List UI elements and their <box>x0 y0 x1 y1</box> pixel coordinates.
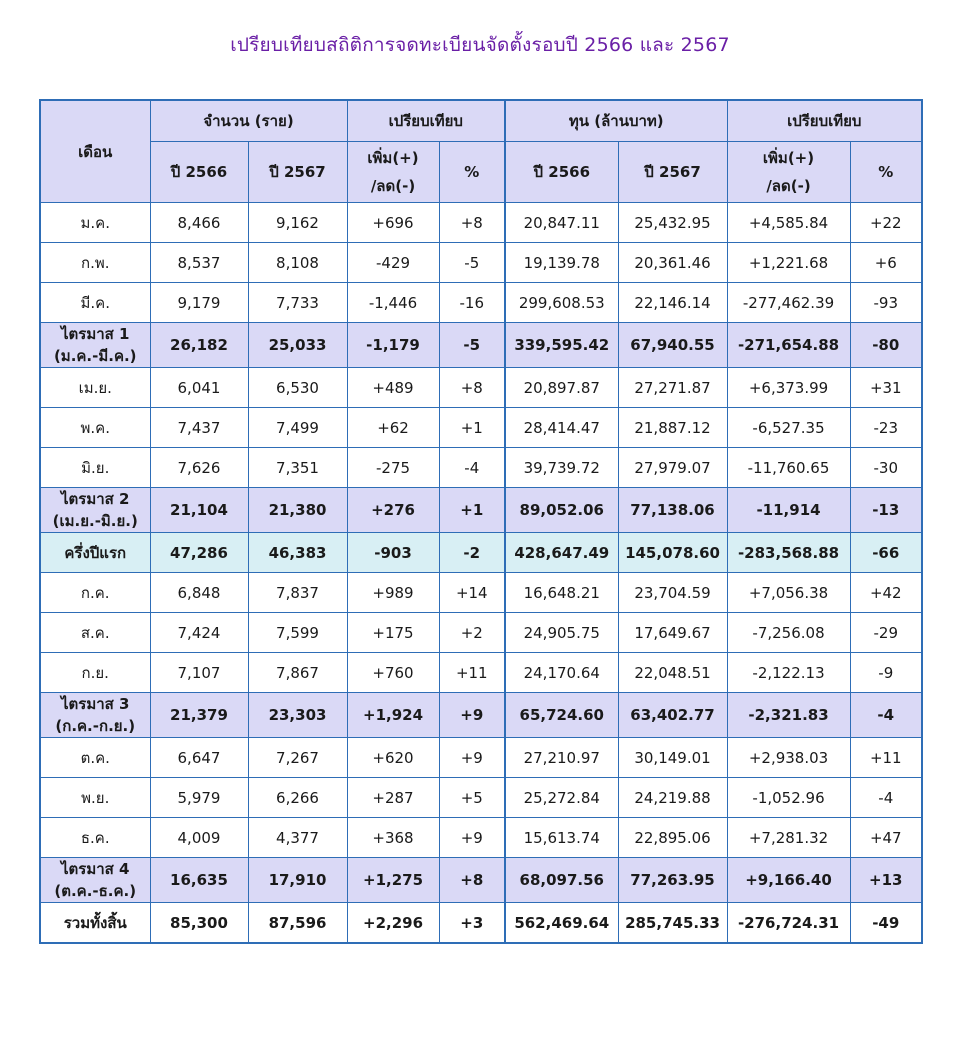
cell-count-2567: 87,596 <box>248 903 347 944</box>
row-label: ส.ค. <box>40 613 150 653</box>
registration-comparison-table <box>39 99 923 944</box>
cell-count-2566: 47,286 <box>150 533 248 573</box>
cell-count-2567: 6,530 <box>248 368 347 408</box>
table-row <box>40 368 922 408</box>
cell-capital-change: -2,122.13 <box>727 653 850 693</box>
cell-capital-2567: 23,704.59 <box>618 573 727 613</box>
table-row <box>40 778 922 818</box>
cell-capital-2566: 28,414.47 <box>505 408 618 448</box>
cell-count-2566: 21,379 <box>150 693 248 738</box>
table-row <box>40 613 922 653</box>
row-label: มิ.ย. <box>40 448 150 488</box>
cell-capital-percent: -49 <box>850 903 922 944</box>
cell-capital-change: -7,256.08 <box>727 613 850 653</box>
cell-capital-2567: 20,361.46 <box>618 243 727 283</box>
cell-capital-2567: 24,219.88 <box>618 778 727 818</box>
header-capital-group: ทุน (ล้านบาท) <box>505 100 727 142</box>
cell-capital-change: -6,527.35 <box>727 408 850 448</box>
header-count-percent: % <box>439 142 505 203</box>
cell-count-2567: 17,910 <box>248 858 347 903</box>
cell-count-percent: +2 <box>439 613 505 653</box>
header-count-compare: เปรียบเทียบ <box>347 100 505 142</box>
cell-count-percent: -16 <box>439 283 505 323</box>
row-label: ครึ่งปีแรก <box>40 533 150 573</box>
header-capital-percent: % <box>850 142 922 203</box>
cell-capital-2566: 20,897.87 <box>505 368 618 408</box>
half-row <box>40 533 922 573</box>
header-count-2567: ปี 2567 <box>248 142 347 203</box>
table-row <box>40 448 922 488</box>
cell-count-2566: 85,300 <box>150 903 248 944</box>
cell-capital-2566: 299,608.53 <box>505 283 618 323</box>
cell-count-percent: +9 <box>439 818 505 858</box>
cell-capital-2567: 77,138.06 <box>618 488 727 533</box>
cell-capital-2566: 339,595.42 <box>505 323 618 368</box>
cell-count-percent: +3 <box>439 903 505 944</box>
row-label: มี.ค. <box>40 283 150 323</box>
quarter-row <box>40 693 922 738</box>
cell-count-change: -1,446 <box>347 283 439 323</box>
cell-count-percent: +9 <box>439 738 505 778</box>
cell-capital-2567: 30,149.01 <box>618 738 727 778</box>
cell-count-percent: +1 <box>439 408 505 448</box>
cell-capital-2566: 68,097.56 <box>505 858 618 903</box>
cell-capital-2567: 27,271.87 <box>618 368 727 408</box>
cell-capital-change: -276,724.31 <box>727 903 850 944</box>
cell-capital-2566: 89,052.06 <box>505 488 618 533</box>
cell-count-2566: 5,979 <box>150 778 248 818</box>
cell-capital-2567: 285,745.33 <box>618 903 727 944</box>
cell-capital-percent: -4 <box>850 693 922 738</box>
row-label <box>40 858 150 903</box>
cell-capital-percent: -93 <box>850 283 922 323</box>
row-label: รวมทั้งสิ้น <box>40 903 150 944</box>
cell-capital-change: -1,052.96 <box>727 778 850 818</box>
cell-capital-percent: -9 <box>850 653 922 693</box>
cell-count-percent: +5 <box>439 778 505 818</box>
header-change-line2: /ลด(-) <box>766 177 811 195</box>
cell-capital-percent: -13 <box>850 488 922 533</box>
cell-count-change: +62 <box>347 408 439 448</box>
header-month: เดือน <box>40 100 150 203</box>
cell-capital-percent: +13 <box>850 858 922 903</box>
cell-count-2566: 21,104 <box>150 488 248 533</box>
cell-count-change: +989 <box>347 573 439 613</box>
cell-capital-percent: +22 <box>850 203 922 243</box>
cell-count-2566: 16,635 <box>150 858 248 903</box>
row-label-line2: (ก.ค.-ก.ย.) <box>55 717 136 735</box>
table-body <box>40 203 922 944</box>
cell-count-2567: 7,867 <box>248 653 347 693</box>
cell-count-2567: 21,380 <box>248 488 347 533</box>
cell-capital-percent: +6 <box>850 243 922 283</box>
cell-capital-2566: 16,648.21 <box>505 573 618 613</box>
cell-count-change: -1,179 <box>347 323 439 368</box>
cell-capital-2567: 17,649.67 <box>618 613 727 653</box>
row-label <box>40 488 150 533</box>
cell-capital-percent: -80 <box>850 323 922 368</box>
header-capital-change <box>727 142 850 203</box>
table-row <box>40 818 922 858</box>
quarter-row <box>40 858 922 903</box>
table-row <box>40 243 922 283</box>
row-label: ก.ค. <box>40 573 150 613</box>
header-change-line2: /ลด(-) <box>370 177 416 195</box>
cell-capital-change: -11,760.65 <box>727 448 850 488</box>
header-count-change <box>347 142 439 203</box>
table-row <box>40 653 922 693</box>
cell-count-2566: 26,182 <box>150 323 248 368</box>
cell-capital-2566: 19,139.78 <box>505 243 618 283</box>
quarter-row <box>40 488 922 533</box>
cell-capital-2567: 21,887.12 <box>618 408 727 448</box>
cell-capital-2566: 25,272.84 <box>505 778 618 818</box>
cell-capital-percent: -29 <box>850 613 922 653</box>
row-label-line1: ไตรมาส 2 <box>61 490 130 508</box>
page-title: เปรียบเทียบสถิติการจดทะเบียนจัดตั้งรอบปี 2566 และ 2567 <box>230 34 730 56</box>
cell-count-2567: 6,266 <box>248 778 347 818</box>
cell-count-2567: 7,733 <box>248 283 347 323</box>
row-label-line1: ไตรมาส 4 <box>61 860 130 878</box>
cell-capital-2566: 24,170.64 <box>505 653 618 693</box>
cell-count-percent: -5 <box>439 243 505 283</box>
cell-count-2567: 7,599 <box>248 613 347 653</box>
cell-capital-change: -11,914 <box>727 488 850 533</box>
header-capital-2567: ปี 2567 <box>618 142 727 203</box>
quarter-row <box>40 323 922 368</box>
cell-capital-2567: 22,146.14 <box>618 283 727 323</box>
row-label: ม.ค. <box>40 203 150 243</box>
cell-count-change: -903 <box>347 533 439 573</box>
cell-capital-2566: 24,905.75 <box>505 613 618 653</box>
row-label <box>40 693 150 738</box>
cell-count-percent: -4 <box>439 448 505 488</box>
cell-count-2566: 9,179 <box>150 283 248 323</box>
cell-capital-percent: -4 <box>850 778 922 818</box>
cell-capital-2567: 22,048.51 <box>618 653 727 693</box>
cell-capital-change: +4,585.84 <box>727 203 850 243</box>
cell-count-2567: 7,267 <box>248 738 347 778</box>
cell-count-2567: 7,499 <box>248 408 347 448</box>
cell-capital-percent: -23 <box>850 408 922 448</box>
cell-capital-percent: +47 <box>850 818 922 858</box>
cell-capital-percent: -66 <box>850 533 922 573</box>
cell-count-percent: +14 <box>439 573 505 613</box>
cell-count-2566: 6,041 <box>150 368 248 408</box>
cell-capital-2566: 428,647.49 <box>505 533 618 573</box>
cell-count-change: +368 <box>347 818 439 858</box>
header-count-2566: ปี 2566 <box>150 142 248 203</box>
cell-capital-2567: 67,940.55 <box>618 323 727 368</box>
cell-count-change: +276 <box>347 488 439 533</box>
cell-count-2566: 7,424 <box>150 613 248 653</box>
row-label-line2: (ม.ค.-มี.ค.) <box>53 347 137 365</box>
cell-count-2567: 9,162 <box>248 203 347 243</box>
cell-count-percent: -5 <box>439 323 505 368</box>
cell-count-change: +489 <box>347 368 439 408</box>
row-label: ก.ย. <box>40 653 150 693</box>
total-row <box>40 903 922 944</box>
cell-count-change: +620 <box>347 738 439 778</box>
cell-count-2567: 8,108 <box>248 243 347 283</box>
cell-count-change: -429 <box>347 243 439 283</box>
cell-count-2567: 23,303 <box>248 693 347 738</box>
cell-capital-percent: +31 <box>850 368 922 408</box>
cell-capital-change: +9,166.40 <box>727 858 850 903</box>
header-change-line1: เพิ่ม(+) <box>762 149 815 167</box>
cell-count-2566: 8,537 <box>150 243 248 283</box>
cell-capital-2566: 15,613.74 <box>505 818 618 858</box>
cell-count-2566: 7,107 <box>150 653 248 693</box>
cell-count-2567: 25,033 <box>248 323 347 368</box>
cell-capital-change: +7,281.32 <box>727 818 850 858</box>
cell-count-2566: 4,009 <box>150 818 248 858</box>
cell-capital-change: -283,568.88 <box>727 533 850 573</box>
cell-capital-2566: 65,724.60 <box>505 693 618 738</box>
cell-count-2566: 6,647 <box>150 738 248 778</box>
cell-count-2566: 7,626 <box>150 448 248 488</box>
cell-capital-change: -271,654.88 <box>727 323 850 368</box>
cell-count-percent: +1 <box>439 488 505 533</box>
cell-capital-change: +7,056.38 <box>727 573 850 613</box>
cell-count-percent: -2 <box>439 533 505 573</box>
row-label-line1: ไตรมาส 3 <box>61 695 130 713</box>
row-label: เม.ย. <box>40 368 150 408</box>
row-label-line2: (ต.ค.-ธ.ค.) <box>54 882 137 900</box>
cell-count-change: +696 <box>347 203 439 243</box>
cell-capital-percent: +42 <box>850 573 922 613</box>
row-label: พ.ค. <box>40 408 150 448</box>
cell-count-2567: 46,383 <box>248 533 347 573</box>
table-row <box>40 203 922 243</box>
cell-count-2566: 6,848 <box>150 573 248 613</box>
header-capital-compare: เปรียบเทียบ <box>727 100 922 142</box>
row-label: ธ.ค. <box>40 818 150 858</box>
row-label-line1: ไตรมาส 1 <box>61 325 130 343</box>
cell-count-change: +760 <box>347 653 439 693</box>
table-row <box>40 408 922 448</box>
cell-capital-change: +1,221.68 <box>727 243 850 283</box>
cell-count-2567: 4,377 <box>248 818 347 858</box>
cell-count-change: +1,275 <box>347 858 439 903</box>
cell-capital-2567: 25,432.95 <box>618 203 727 243</box>
table-row <box>40 738 922 778</box>
cell-capital-2567: 63,402.77 <box>618 693 727 738</box>
row-label: ต.ค. <box>40 738 150 778</box>
cell-capital-change: -277,462.39 <box>727 283 850 323</box>
cell-count-change: +2,296 <box>347 903 439 944</box>
cell-capital-2566: 20,847.11 <box>505 203 618 243</box>
cell-count-percent: +8 <box>439 203 505 243</box>
header-count-group: จำนวน (ราย) <box>150 100 347 142</box>
cell-count-change: +175 <box>347 613 439 653</box>
row-label <box>40 323 150 368</box>
cell-capital-change: +6,373.99 <box>727 368 850 408</box>
row-label-line2: (เม.ย.-มิ.ย.) <box>52 512 138 530</box>
cell-count-change: +287 <box>347 778 439 818</box>
cell-count-2567: 7,837 <box>248 573 347 613</box>
cell-count-percent: +9 <box>439 693 505 738</box>
cell-capital-2567: 22,895.06 <box>618 818 727 858</box>
cell-capital-percent: +11 <box>850 738 922 778</box>
cell-capital-2567: 27,979.07 <box>618 448 727 488</box>
cell-count-2566: 8,466 <box>150 203 248 243</box>
cell-capital-2567: 145,078.60 <box>618 533 727 573</box>
row-label: พ.ย. <box>40 778 150 818</box>
cell-count-2566: 7,437 <box>150 408 248 448</box>
cell-capital-2566: 27,210.97 <box>505 738 618 778</box>
cell-capital-change: -2,321.83 <box>727 693 850 738</box>
row-label: ก.พ. <box>40 243 150 283</box>
cell-capital-change: +2,938.03 <box>727 738 850 778</box>
cell-capital-percent: -30 <box>850 448 922 488</box>
header-capital-2566: ปี 2566 <box>505 142 618 203</box>
cell-count-percent: +11 <box>439 653 505 693</box>
cell-count-percent: +8 <box>439 858 505 903</box>
cell-count-2567: 7,351 <box>248 448 347 488</box>
cell-capital-2566: 39,739.72 <box>505 448 618 488</box>
table-row <box>40 573 922 613</box>
cell-count-change: -275 <box>347 448 439 488</box>
cell-capital-2566: 562,469.64 <box>505 903 618 944</box>
cell-count-percent: +8 <box>439 368 505 408</box>
cell-capital-2567: 77,263.95 <box>618 858 727 903</box>
table-row <box>40 283 922 323</box>
cell-count-change: +1,924 <box>347 693 439 738</box>
header-change-line1: เพิ่ม(+) <box>367 149 419 167</box>
